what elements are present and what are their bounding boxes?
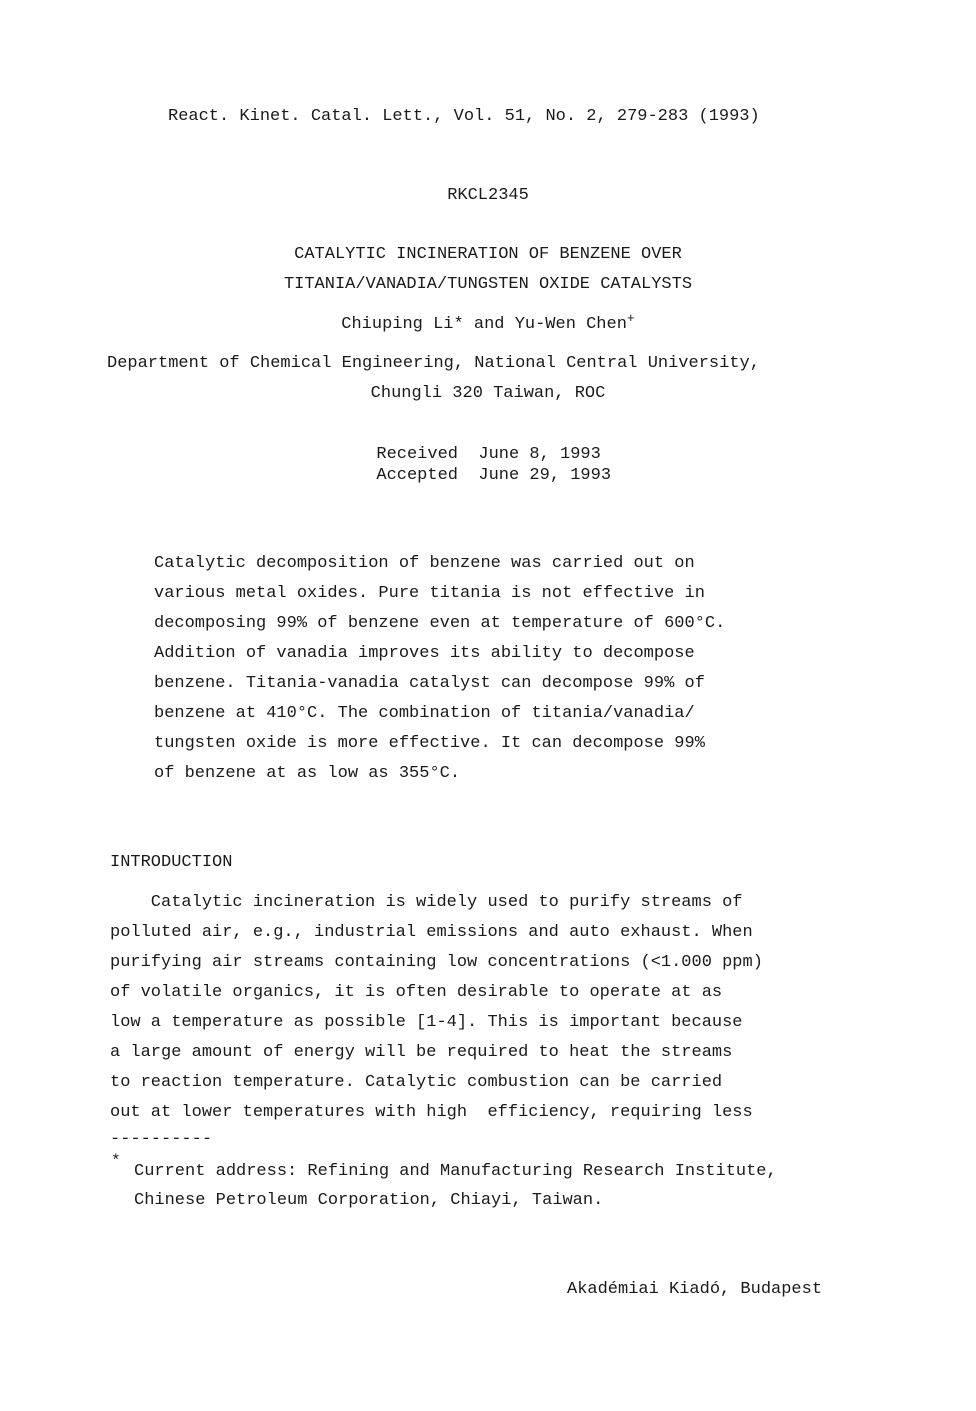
introduction-paragraph	[110, 893, 763, 1133]
author-mark: +	[626, 311, 635, 326]
accepted-date: June 29, 1993	[478, 466, 612, 485]
title-line-2: TITANIA/VANADIA/TUNGSTEN OXIDE CATALYSTS	[283, 275, 693, 294]
intro-line: polluted air, e.g., industrial emissions and auto exhaust. When	[110, 923, 753, 942]
abstract-line: tungsten oxide is more effective. It can decompose 99%	[154, 734, 705, 753]
affiliation-line-2: Chungli 320 Taiwan, ROC	[370, 384, 606, 403]
abstract-line: Catalytic decomposition of benzene was carried out on	[154, 554, 695, 573]
abstract-line: decomposing 99% of benzene even at temperature of 600°C.	[154, 614, 726, 633]
abstract	[154, 554, 725, 794]
intro-line: out at lower temperatures with high efficiency, requiring less	[110, 1103, 753, 1122]
intro-line: of volatile organics, it is often desirable to operate at as	[110, 983, 723, 1002]
intro-line: low a temperature as possible [1-4]. This is important because	[110, 1013, 743, 1032]
received-accepted-dates	[340, 444, 611, 486]
intro-line: purifying air streams containing low concentrations (<1.000 ppm)	[110, 953, 763, 972]
article-code: RKCL2345	[447, 186, 529, 205]
abstract-line: Addition of vanadia improves its ability to decompose	[154, 644, 695, 663]
footnote-line-2: Chinese Petroleum Corporation, Chiayi, Taiwan.	[134, 1191, 604, 1210]
received-label: Received	[376, 445, 458, 464]
abstract-line: benzene at 410°C. The combination of titania/vanadia/	[154, 704, 695, 723]
accepted-label: Accepted	[376, 466, 458, 485]
section-heading-introduction: INTRODUCTION	[110, 853, 233, 872]
footnote-marker: *	[111, 1152, 121, 1170]
publisher: Akadémiai Kiadó, Budapest	[567, 1280, 823, 1299]
abstract-line: benzene. Titania-vanadia catalyst can decompose 99% of	[154, 674, 705, 693]
footnote-rule: ----------	[110, 1130, 213, 1149]
intro-line: Catalytic incineration is widely used to purify streams of	[110, 893, 743, 912]
footnote-line-1: Current address: Refining and Manufacturing Research Institute,	[134, 1162, 777, 1181]
title-line-1: CATALYTIC INCINERATION OF BENZENE OVER	[294, 245, 682, 264]
abstract-line: various metal oxides. Pure titania is not effective in	[154, 584, 705, 603]
abstract-line: of benzene at as low as 355°C.	[154, 764, 461, 783]
received-date: June 8, 1993	[478, 445, 601, 464]
authors	[0, 311, 976, 335]
journal-citation: React. Kinet. Catal. Lett., Vol. 51, No. 2, 279-283 (1993)	[168, 107, 760, 126]
intro-line: a large amount of energy will be required to heat the streams	[110, 1043, 733, 1062]
affiliation-line-1: Department of Chemical Engineering, National Central University,	[107, 354, 760, 373]
author-names: Chiuping Li* and Yu-Wen Chen	[341, 315, 627, 334]
intro-line: to reaction temperature. Catalytic combustion can be carried	[110, 1073, 723, 1092]
